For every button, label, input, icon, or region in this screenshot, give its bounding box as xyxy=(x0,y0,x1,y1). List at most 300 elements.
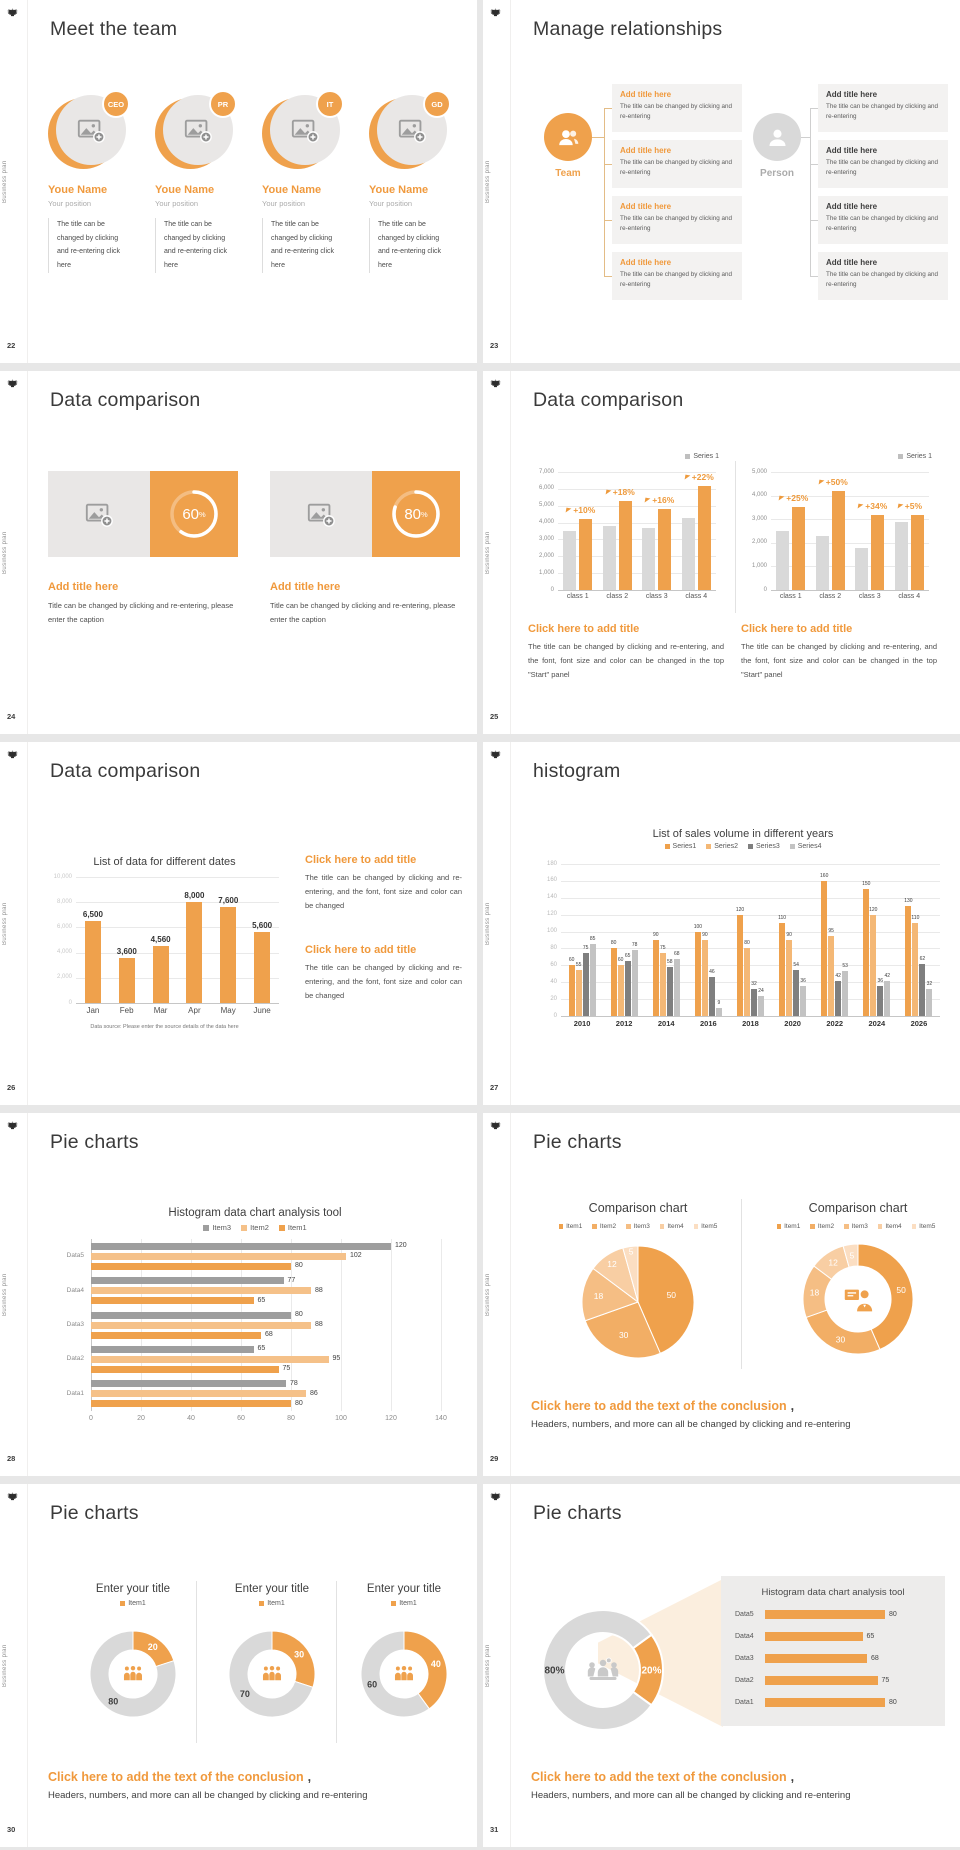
legend-swatch xyxy=(898,454,903,459)
bar xyxy=(91,1356,329,1363)
margin-divider xyxy=(27,0,28,363)
y-tick-label: 160 xyxy=(546,877,557,884)
slice-label: 18 xyxy=(593,1291,604,1301)
item-caption: The title can be changed by clicking and re-entering xyxy=(620,103,733,121)
eagle-logo-icon xyxy=(489,748,502,762)
presenter-icon xyxy=(841,1283,875,1317)
item-title: Add title here xyxy=(826,258,878,267)
margin-divider xyxy=(510,1113,511,1476)
page-number: 28 xyxy=(7,1454,16,1463)
y-tick-label: 80 xyxy=(550,944,557,951)
row-label: Data2 xyxy=(735,1677,754,1684)
legend-label: Series4 xyxy=(797,843,822,850)
grid-line xyxy=(561,898,940,899)
legend-label: Series3 xyxy=(756,843,780,850)
bar-value-label: 80 xyxy=(295,1399,303,1407)
sidebar-vertical-label: Business plan xyxy=(2,1644,8,1688)
bar xyxy=(91,1346,254,1353)
bar xyxy=(919,964,925,1016)
y-tick-label: 120 xyxy=(546,911,557,918)
bar xyxy=(674,959,680,1016)
slice-label: 20 xyxy=(147,1642,158,1652)
x-tick-label: 80 xyxy=(287,1415,295,1422)
conclusion-comma: , xyxy=(307,1770,312,1784)
pie-chart xyxy=(553,1239,723,1372)
row-label: Data1 xyxy=(735,1699,754,1706)
slice-label: 60 xyxy=(367,1679,378,1690)
legend-swatch xyxy=(660,1224,665,1229)
x-category-label: 2024 xyxy=(868,1019,886,1028)
legend-swatch xyxy=(259,1601,264,1606)
row-label: Data5 xyxy=(735,1611,754,1618)
legend-label: Item4 xyxy=(667,1223,684,1230)
x-category-label: May xyxy=(220,1006,236,1015)
bar xyxy=(579,519,592,590)
member-caption: The title can be changed by clicking and re-entering click here xyxy=(48,218,127,273)
bar xyxy=(576,970,582,1016)
bar xyxy=(254,932,270,1003)
flag-icon xyxy=(818,479,824,485)
team-icon xyxy=(544,113,592,161)
bar-value-label: 3,600 xyxy=(116,946,137,956)
chart-legend xyxy=(543,843,943,850)
x-category-label: class 1 xyxy=(779,593,802,600)
item-title: Add title here xyxy=(620,258,672,267)
connector-line xyxy=(810,276,818,277)
bar-value-label: 80 xyxy=(295,1262,303,1270)
bar-value-label: 75 xyxy=(881,1677,890,1684)
conclusion-heading xyxy=(531,1397,794,1415)
x-category-label: June xyxy=(253,1006,271,1015)
legend-item xyxy=(777,1223,801,1230)
bar xyxy=(632,950,638,1016)
connector-line xyxy=(604,276,612,277)
member-caption: The title can be changed by clicking and re-entering click here xyxy=(369,218,448,273)
legend-swatch xyxy=(241,1225,247,1231)
relation-item xyxy=(818,84,948,132)
slide-thumbnail-24[interactable] xyxy=(0,371,477,734)
growth-annotation: +25% xyxy=(779,493,825,503)
page-number: 24 xyxy=(7,712,16,721)
conclusion-comma: , xyxy=(790,1399,795,1413)
slide-thumbnail-29[interactable] xyxy=(483,1113,960,1476)
legend-swatch xyxy=(748,844,753,849)
connector-line xyxy=(801,137,810,138)
grid-line xyxy=(561,932,940,933)
bar xyxy=(91,1390,306,1397)
bar-value-label: 90 xyxy=(786,932,792,938)
bar-value-label: 75 xyxy=(582,944,589,951)
block-title: Click here to add title xyxy=(305,854,417,866)
bar xyxy=(832,491,845,590)
block-caption: The title can be changed by clicking and re-entering, and the font, font size and color can be changed in the top "Start" panel xyxy=(528,642,724,679)
bar xyxy=(618,965,624,1016)
legend-item xyxy=(203,1223,231,1232)
y-category-label: Data3 xyxy=(66,1321,84,1328)
bar-value-label: 58 xyxy=(667,959,673,965)
grid-line xyxy=(341,1239,342,1411)
legend-item xyxy=(559,1223,583,1230)
progress-ring-svg xyxy=(165,485,223,543)
relation-item xyxy=(612,84,742,132)
role-badge: IT xyxy=(316,90,344,118)
page-number: 26 xyxy=(7,1083,16,1092)
y-tick-label: 0 xyxy=(763,586,767,593)
legend-item xyxy=(844,1223,868,1230)
panel-divider xyxy=(336,1581,337,1743)
bar xyxy=(667,967,673,1016)
bar xyxy=(877,986,883,1016)
panel-divider xyxy=(735,461,736,613)
bar-value-label: 62 xyxy=(919,955,926,962)
slide-title: Manage relationships xyxy=(533,18,723,40)
slide-title: Pie charts xyxy=(50,1131,139,1153)
item-caption: The title can be changed by clicking and re-entering xyxy=(620,215,733,233)
person-label: Person xyxy=(760,168,794,179)
legend-swatch xyxy=(694,1224,699,1229)
slide-title: Pie charts xyxy=(533,1131,622,1153)
margin-divider xyxy=(510,742,511,1105)
x-tick-label: 0 xyxy=(89,1415,93,1422)
bar-value-label: 24 xyxy=(758,987,764,994)
slice-label: 30 xyxy=(835,1334,846,1345)
slide-thumbnail-28[interactable] xyxy=(0,1113,477,1476)
chart-title: Enter your title xyxy=(366,1583,442,1595)
bar xyxy=(603,526,616,590)
legend-swatch xyxy=(279,1225,285,1231)
bar-value-label: 80 xyxy=(295,1311,303,1318)
slice-label: 80% xyxy=(544,1665,565,1677)
conclusion-title: Click here to add the text of the conclusion xyxy=(48,1770,304,1784)
connector-line xyxy=(604,108,605,276)
y-tick-label: 8,000 xyxy=(56,898,72,905)
slide-thumbnail-30[interactable] xyxy=(0,1484,477,1847)
group-icon xyxy=(259,1665,285,1683)
bar xyxy=(698,486,711,591)
member-name: Youe Name xyxy=(262,184,322,196)
chart-legend xyxy=(73,1600,193,1607)
flag-icon xyxy=(684,474,690,480)
x-category-label: 2014 xyxy=(657,1019,675,1028)
block-caption: The title can be changed by clicking and re-entering, and the font, font size and color can be changed xyxy=(305,963,462,1000)
bar xyxy=(926,989,932,1016)
legend-swatch xyxy=(626,1224,631,1229)
bar xyxy=(765,1610,885,1619)
block-title: Click here to add title xyxy=(305,944,417,956)
eagle-logo-icon xyxy=(6,377,19,391)
page-number: 27 xyxy=(490,1083,499,1092)
bar-value-label: 65 xyxy=(257,1345,266,1353)
slice-label: 40 xyxy=(430,1658,441,1669)
grid-line xyxy=(441,1239,442,1411)
legend-swatch xyxy=(810,1224,815,1229)
grid-line xyxy=(771,472,929,473)
bar-value-label: 150 xyxy=(862,881,871,888)
slice-label: 80 xyxy=(108,1696,119,1707)
eagle-logo-icon xyxy=(489,1490,502,1504)
bar-value-label: 42 xyxy=(835,972,841,979)
bar xyxy=(85,921,101,1003)
member-position: Your position xyxy=(155,199,199,208)
chart-legend xyxy=(741,453,937,460)
bar-value-label: 90 xyxy=(702,932,708,938)
x-category-label: class 2 xyxy=(819,593,842,600)
slide-thumbnail-26[interactable] xyxy=(0,742,477,1105)
bar-value-label: 65 xyxy=(624,953,631,960)
bar xyxy=(91,1277,284,1284)
bar-value-label: 75 xyxy=(660,944,666,951)
conclusion-heading xyxy=(48,1768,311,1786)
legend-label: Item1 xyxy=(566,1223,583,1230)
growth-annotation: +18% xyxy=(606,487,652,497)
slide-thumbnail-22[interactable] xyxy=(0,0,477,363)
y-tick-label: 2,000 xyxy=(538,552,554,559)
slide-thumbnail-25[interactable] xyxy=(483,371,960,734)
item-title: Add title here xyxy=(620,90,672,99)
role-badge: CEO xyxy=(102,90,130,118)
bar-chart xyxy=(533,856,948,1032)
chart-legend xyxy=(55,1223,455,1232)
y-tick-label: 2,000 xyxy=(56,974,72,981)
conclusion-title: Click here to add the text of the conclusion xyxy=(531,1399,787,1413)
legend-label: Item2 xyxy=(817,1223,835,1230)
legend-swatch xyxy=(790,844,795,849)
legend-item xyxy=(748,843,780,850)
bar-value-label: 32 xyxy=(926,981,933,987)
bar xyxy=(563,531,576,590)
grid-line xyxy=(76,902,279,903)
eagle-logo-icon xyxy=(489,6,502,20)
bar-value-label: 68 xyxy=(265,1331,273,1338)
x-category-label: Feb xyxy=(119,1006,134,1015)
bar xyxy=(816,536,829,590)
bar-value-label: 75 xyxy=(282,1365,291,1373)
slide-thumbnail-31[interactable] xyxy=(483,1484,960,1847)
item-caption: The title can be changed by clicking and re-entering xyxy=(620,271,733,289)
avatar xyxy=(48,95,126,173)
conclusion-heading xyxy=(531,1768,794,1786)
member-position: Your position xyxy=(369,199,413,208)
group-icon xyxy=(120,1665,146,1683)
y-tick-label: 20 xyxy=(550,995,557,1002)
bar-value-label: 42 xyxy=(884,972,891,979)
slide-title: Meet the team xyxy=(50,18,178,40)
legend-label: Item2 xyxy=(250,1223,269,1232)
bar-value-label: 4,560 xyxy=(150,934,171,944)
bar-value-label: 78 xyxy=(631,942,638,949)
connector-line xyxy=(810,220,818,221)
bar xyxy=(765,1654,867,1663)
slice-label: 70 xyxy=(239,1688,250,1699)
slice-label: 30 xyxy=(294,1649,305,1660)
bar-value-label: 65 xyxy=(866,1633,875,1640)
sidebar-vertical-label: Business plan xyxy=(485,160,491,204)
bar xyxy=(871,515,884,591)
bar-value-label: 65 xyxy=(257,1296,266,1304)
bar-value-label: 120 xyxy=(735,906,745,913)
bar-value-label: 80 xyxy=(744,940,750,947)
bar-value-label: 120 xyxy=(869,906,878,913)
item-title: Add title here xyxy=(620,202,672,211)
relation-item xyxy=(612,140,742,188)
connector-line xyxy=(604,220,612,221)
slice-label: 12 xyxy=(607,1259,617,1269)
legend-item xyxy=(626,1223,650,1230)
bar xyxy=(619,501,632,590)
slice-label: 50 xyxy=(896,1285,906,1295)
y-tick-label: 4,000 xyxy=(751,492,767,499)
bar-value-label: 85 xyxy=(589,936,596,943)
bar-value-label: 120 xyxy=(395,1242,407,1250)
conclusion-body: Headers, numbers, and more can all be changed by clicking and re-entering xyxy=(48,1790,368,1801)
x-tick-label: 40 xyxy=(187,1415,195,1422)
legend-swatch xyxy=(685,454,690,459)
legend-item xyxy=(241,1223,269,1232)
grid-line xyxy=(771,590,929,591)
relation-item xyxy=(612,252,742,300)
relation-item xyxy=(818,196,948,244)
eagle-logo-icon xyxy=(6,1490,19,1504)
slice-label: 18 xyxy=(809,1287,820,1298)
legend-label: Series 1 xyxy=(693,453,719,460)
bar-value-label: 110 xyxy=(778,915,787,922)
bar xyxy=(884,981,890,1017)
relation-item xyxy=(612,196,742,244)
bar-value-label: 77 xyxy=(287,1276,296,1284)
y-tick-label: 3,000 xyxy=(751,515,767,522)
x-category-label: 2026 xyxy=(910,1019,928,1028)
bar xyxy=(119,958,135,1003)
y-tick-label: 140 xyxy=(546,894,557,901)
chart-title: Histogram data chart analysis tool xyxy=(168,1207,342,1219)
slide-title: Data comparison xyxy=(50,389,201,411)
flag-icon xyxy=(779,496,785,502)
x-category-label: class 2 xyxy=(606,593,629,600)
x-category-label: class 3 xyxy=(858,593,881,600)
grid-line xyxy=(391,1239,392,1411)
bar xyxy=(91,1322,311,1329)
member-caption: The title can be changed by clicking and re-entering click here xyxy=(155,218,234,273)
progress-donut xyxy=(150,471,238,557)
block-caption: The title can be changed by clicking and re-entering, and the font, font size and color can be changed in the top "Start" panel xyxy=(741,642,937,679)
bar-value-label: 6,500 xyxy=(82,910,103,920)
x-category-label: Apr xyxy=(188,1006,201,1015)
member-name: Youe Name xyxy=(369,184,429,196)
y-tick-label: 0 xyxy=(68,999,72,1006)
y-tick-label: 6,000 xyxy=(538,485,554,492)
margin-divider xyxy=(510,0,511,363)
bar xyxy=(800,986,806,1016)
margin-divider xyxy=(510,371,511,734)
sidebar-vertical-label: Business plan xyxy=(2,160,8,204)
chart-title: Comparison chart xyxy=(808,1201,908,1215)
bar xyxy=(716,1008,722,1016)
bar xyxy=(765,1676,878,1685)
avatar xyxy=(155,95,233,173)
x-tick-label: 120 xyxy=(385,1415,397,1422)
y-tick-label: 3,000 xyxy=(538,535,554,542)
panel-divider xyxy=(741,1199,742,1369)
bar xyxy=(792,507,805,590)
person-icon xyxy=(753,113,801,161)
sidebar-vertical-label: Business plan xyxy=(2,902,8,946)
item-caption: The title can be changed by clicking and re-entering xyxy=(826,159,939,177)
bar-value-label: 100 xyxy=(693,923,703,930)
bar xyxy=(658,509,671,590)
image-placeholder-icon xyxy=(48,471,150,557)
y-tick-label: 5,000 xyxy=(751,468,767,475)
panel-divider xyxy=(196,1581,197,1743)
bar-value-label: 110 xyxy=(911,915,920,922)
bar-value-label: 88 xyxy=(315,1286,323,1294)
team-label: Team xyxy=(555,168,581,179)
grid-line xyxy=(558,590,716,591)
progress-donut xyxy=(372,471,460,557)
margin-divider xyxy=(27,1484,28,1847)
connector-line xyxy=(810,108,818,109)
legend-label: Item3 xyxy=(851,1223,868,1230)
chart-legend xyxy=(528,453,724,460)
slide-thumbnail-23[interactable] xyxy=(483,0,960,363)
y-tick-label: 180 xyxy=(546,860,557,867)
member-position: Your position xyxy=(262,199,306,208)
slide-title: Data comparison xyxy=(533,389,684,411)
y-category-label: Data4 xyxy=(66,1286,84,1294)
legend-item xyxy=(898,453,932,460)
bar-value-label: 86 xyxy=(310,1389,318,1397)
legend-label: Item1 xyxy=(287,1223,307,1232)
conclusion-body: Headers, numbers, and more can all be changed by clicking and re-entering xyxy=(531,1790,851,1801)
page-number: 30 xyxy=(7,1825,16,1834)
member-caption: The title can be changed by clicking and re-entering click here xyxy=(262,218,341,273)
y-tick-label: 60 xyxy=(550,961,557,968)
legend-label: Item1 xyxy=(784,1223,801,1230)
y-tick-label: 10,000 xyxy=(53,873,72,880)
bar xyxy=(91,1253,346,1260)
legend-label: Item2 xyxy=(599,1223,617,1230)
card-caption: Title can be changed by clicking and re-entering, please enter the caption xyxy=(48,601,234,624)
bar-chart xyxy=(42,871,287,1019)
sidebar-vertical-label: Business plan xyxy=(2,531,8,575)
item-title: Add title here xyxy=(826,90,878,99)
chart-legend xyxy=(212,1600,332,1607)
bar xyxy=(709,977,715,1016)
progress-value: 60% xyxy=(182,506,206,523)
group-icon xyxy=(391,1665,417,1683)
legend-item xyxy=(279,1223,307,1232)
relation-item xyxy=(818,140,948,188)
bar xyxy=(91,1366,279,1373)
x-category-label: 2020 xyxy=(784,1019,801,1028)
y-tick-label: 0 xyxy=(553,1012,557,1019)
bar-value-label: 68 xyxy=(674,950,680,957)
item-caption: The title can be changed by clicking and re-entering xyxy=(826,103,939,121)
flag-icon xyxy=(645,498,651,504)
bar-value-label: 80 xyxy=(610,940,617,947)
bar xyxy=(91,1312,291,1319)
sidebar-vertical-label: Business plan xyxy=(485,1644,491,1688)
y-tick-label: 7,000 xyxy=(538,468,554,475)
bar xyxy=(91,1287,311,1294)
data-card xyxy=(48,471,238,557)
avatar xyxy=(369,95,447,173)
legend-label: Item5 xyxy=(919,1223,936,1230)
slide-thumbnail-27[interactable] xyxy=(483,742,960,1105)
bar xyxy=(758,996,764,1016)
legend-label: Series1 xyxy=(672,843,697,850)
bar xyxy=(855,548,868,591)
bar-value-label: 88 xyxy=(315,1321,323,1328)
